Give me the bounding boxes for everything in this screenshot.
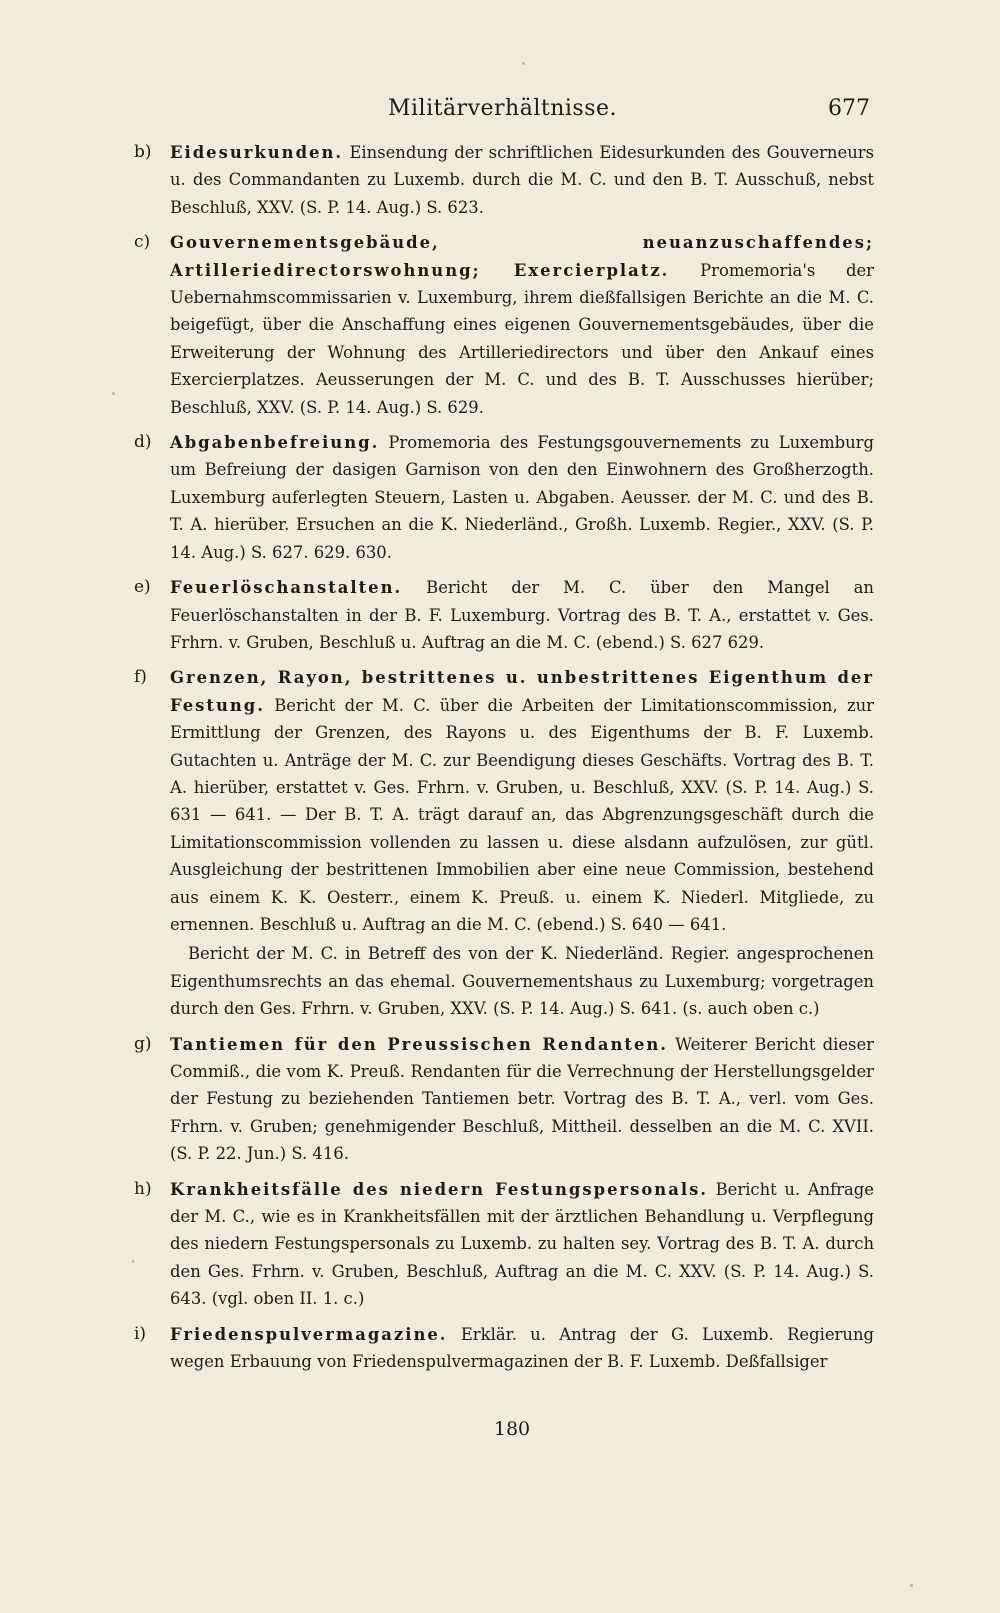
- entry-text: Einsendung der schriftlichen Eidesurkunden des Gouverneurs u. des Commandanten zu Luxemb. durch die M. C. und den B. T. Ausschuß, nebst Beschluß, XXV. (S. P. 14. Aug.) S. 623.: [170, 143, 874, 217]
- entry-body: [170, 664, 874, 938]
- entry-marker: i): [134, 1323, 147, 1344]
- entry-f: [134, 664, 874, 1022]
- entry-body: [170, 229, 874, 421]
- paper-speck: [522, 62, 525, 65]
- entry-heading: Gouvernementsgebäude, neuanzuschaffendes; Artilleriedirectorswohnung; Exercierplatz.: [170, 233, 874, 280]
- paper-speck: [132, 1260, 134, 1263]
- entry-heading: Feuerlöschanstalten.: [170, 578, 403, 598]
- entry-d: [134, 429, 874, 566]
- entry-text: Erklär. u. Antrag der G. Luxemb. Regierung wegen Erbauung von Friedenspulvermagazinen der B. F. Luxemb. Deßfallsiger: [170, 1324, 874, 1372]
- entry-heading: Abgabenbefreiung.: [170, 433, 380, 453]
- page-number: 677: [828, 96, 870, 121]
- entry-body: [170, 574, 874, 656]
- entry-body: [170, 1176, 874, 1313]
- entry-body: [170, 429, 874, 566]
- page-title: Militärverhältnisse.: [387, 96, 618, 121]
- entry-body: [170, 1321, 874, 1376]
- entry-text: Promemoria's der Uebernahmscommissarien v. Luxemburg, ihrem dießfallsigen Berichte an die M. C. beigefügt, über die Anschaffung eines eigenen Gouvernementsgebäudes, über die Erweiterung der Wohnung des Artilleriedirectors und über den Ankauf eines Exercierplatzes. Aeusserungen der M. C. und des B. T. Ausschusses hierüber; Beschluß, XXV. (S. P. 14. Aug.) S. 629.: [170, 260, 874, 417]
- entry-marker: e): [134, 577, 151, 598]
- entry-list: [134, 139, 874, 1383]
- entry-heading: Grenzen, Rayon, bestrittenes u. unbestrittenes Eigenthum der Festung.: [170, 668, 874, 715]
- paper-speck: [910, 1584, 913, 1587]
- entry-text: Bericht der M. C. über den Mangel an Feuerlöschanstalten in der B. F. Luxemburg. Vortrag des B. T. A., erstattet v. Ges. Frhrn. v. Gruben, Beschluß u. Auftrag an die M. C. (ebend.) S. 627 629.: [170, 578, 874, 652]
- paper-speck: [112, 392, 115, 395]
- entry-heading: Tantiemen für den Preussischen Rendanten.: [170, 1034, 668, 1054]
- entry-heading: Eidesurkunden.: [170, 143, 344, 162]
- entry-text: Weiterer Bericht dieser Commiß., die vom K. Preuß. Rendanten für die Verrechnung der Herstellungsgelder der Festung zu beziehenden Tantiemen betr. Vortrag des B. T. A., verl. vom Ges. Frhrn. v. Gruben; genehmigender Beschluß, Mittheil. desselben an die M. C. XVII. (S. P. 22. Jun.) S. 416.: [170, 1034, 874, 1164]
- entry-h: [134, 1176, 874, 1313]
- signature-mark: 180: [493, 1418, 531, 1440]
- entry-body: [170, 139, 874, 221]
- entry-marker: b): [134, 142, 152, 162]
- entry-marker: f): [134, 667, 147, 688]
- entry-c: [134, 229, 874, 421]
- entry-e: [134, 574, 874, 656]
- entry-text: Bericht u. Anfrage der M. C., wie es in Krankheitsfällen mit der ärztlichen Behandlung u. Verpflegung des niedern Festungspersonals zu Luxemb. zu halten sey. Vortrag des B. T. A. durch den Ges. Frhrn. v. Gruben, Beschluß, Auftrag an die M. C. XXV. (S. P. 14. Aug.) S. 643. (vgl. oben II. 1. c.): [170, 1179, 874, 1309]
- entry-i: [134, 1321, 874, 1376]
- entry-marker: d): [134, 432, 152, 453]
- entry-marker: g): [134, 1033, 152, 1054]
- entry-heading: Friedenspulvermagazine.: [170, 1324, 448, 1344]
- running-header: [135, 96, 870, 130]
- entry-g: [134, 1031, 874, 1168]
- entry-heading: Krankheitsfälle des niedern Festungspersonals.: [170, 1179, 708, 1199]
- entry-marker: h): [134, 1178, 152, 1199]
- entry-text: Promemoria des Festungsgouvernements zu Luxemburg um Befreiung der dasigen Garnison von den den Einwohnern des Großherzogth. Luxemburg auferlegten Steuern, Lasten u. Abgaben. Aeusser. der M. C. und des B. T. A. hierüber. Ersuchen an die K. Niederländ., Großh. Luxemb. Regier., XXV. (S. P. 14. Aug.) S. 627. 629. 630.: [170, 433, 874, 562]
- entry-subparagraph: Bericht der M. C. in Betreff des von der K. Niederländ. Regier. angesprochenen Eigenthumsrechts an das ehemal. Gouvernementshaus zu Luxemburg; vorgetragen durch den Ges. Frhrn. v. Gruben, XXV. (S. P. 14. Aug.) S. 641. (s. auch oben c.): [170, 944, 874, 1019]
- entry-b: [134, 139, 874, 221]
- entry-body: [170, 1031, 874, 1168]
- entry-marker: c): [134, 232, 151, 253]
- entry-text: Bericht der M. C. über die Arbeiten der Limitationscommission, zur Ermittlung der Grenzen, des Rayons u. des Eigenthums der B. F. Luxemb. Gutachten u. Anträge der M. C. zur Beendigung dieses Geschäfts. Vortrag des B. T. A. hierüber, erstattet v. Ges. Frhrn. v. Gruben, u. Beschluß, XXV. (S. P. 14. Aug.) S. 631 — 641. — Der B. T. A. trägt darauf an, das Abgrenzungsgeschäft durch die Limitationscommission vollenden zu lassen u. diese alsdann aufzulösen, zur gütl. Ausgleichung der bestrittenen Immobilien aber eine neue Commission, bestehend aus einem K. K. Oesterr., einem K. Preuß. u. einem K. Niederl. Mitgliede, zu ernennen. Beschluß u. Auftrag an die M. C. (ebend.) S. 640 — 641.: [170, 695, 874, 934]
